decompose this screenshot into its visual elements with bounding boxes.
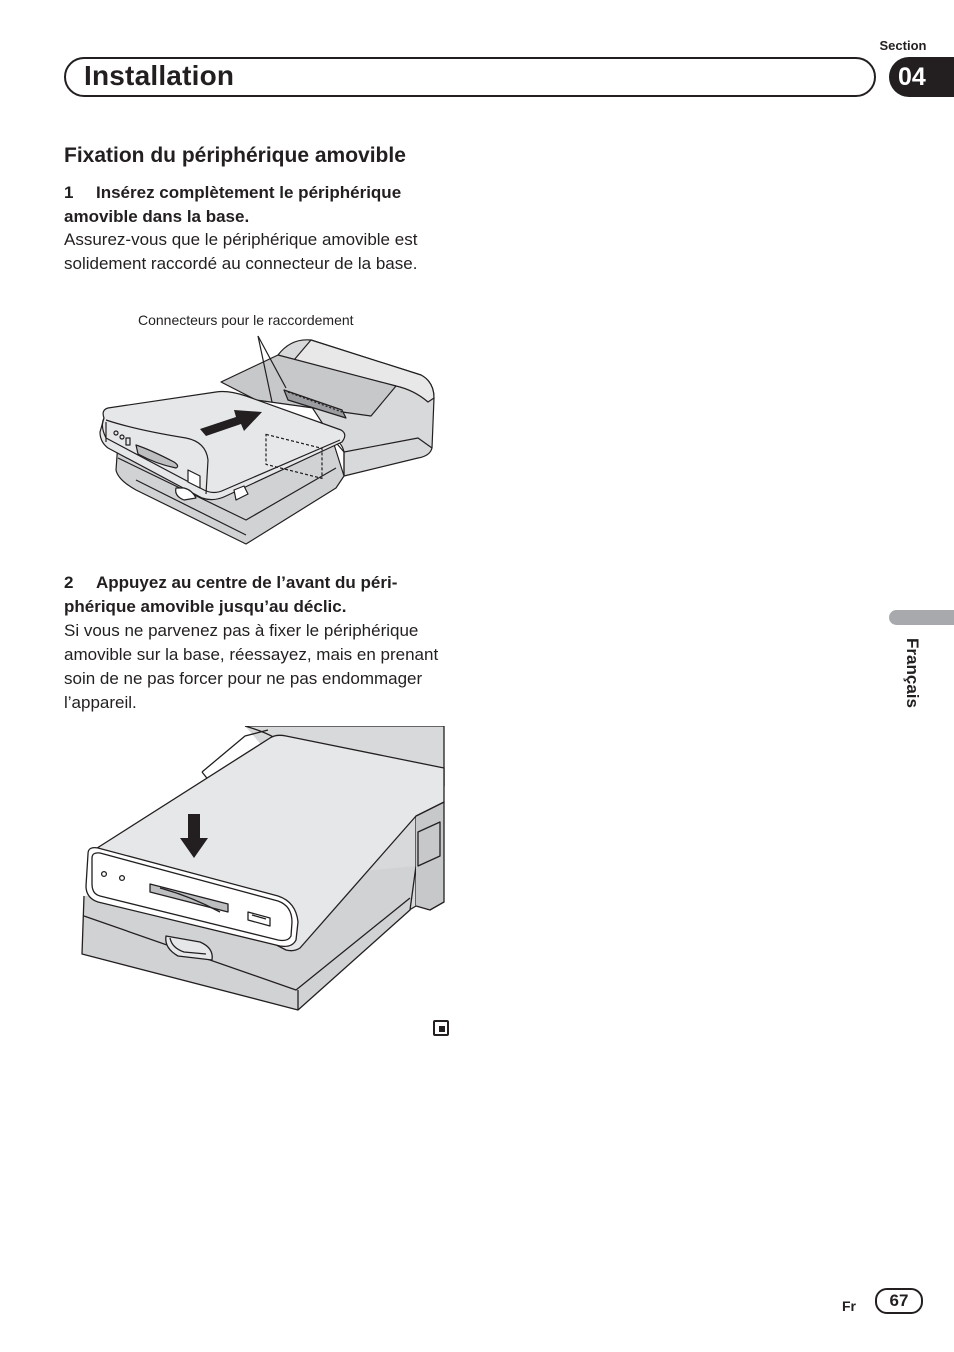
step-2-title xyxy=(64,571,454,619)
language-tab-label: Français xyxy=(903,638,922,708)
figure-1-caption: Connecteurs pour le raccordement xyxy=(138,312,354,328)
step-2-number: 2 xyxy=(64,573,74,592)
page-number: 67 xyxy=(875,1288,923,1314)
page-title: Installation xyxy=(84,60,235,91)
section-heading: Fixation du périphérique amovible xyxy=(64,144,406,167)
figure-1-insertion-illustration xyxy=(96,330,441,548)
step-2-title-text: Appuyez au centre de l’avant du périphérique amovible jusqu’au déclic. xyxy=(64,573,398,616)
end-of-section-icon xyxy=(433,1020,449,1036)
step-1-title xyxy=(64,181,454,229)
figure-2-press-illustration xyxy=(80,726,446,1012)
step-2-description: Si vous ne parvenez pas à fixer le périphérique amovible sur la base, réessayez, mais en prenant soin de ne pas forcer pour ne pas endommager l’appareil. xyxy=(64,621,439,712)
section-label: Section xyxy=(879,38,927,53)
section-number-badge: 04 xyxy=(889,57,954,97)
step-1-title-text: Insérez complètement le périphérique amovible dans la base. xyxy=(64,183,402,226)
footer-language-code: Fr xyxy=(842,1298,856,1314)
step-1-number: 1 xyxy=(64,183,74,202)
step-1-description: Assurez-vous que le périphérique amovible est solidement raccordé au connecteur de la base. xyxy=(64,230,418,273)
